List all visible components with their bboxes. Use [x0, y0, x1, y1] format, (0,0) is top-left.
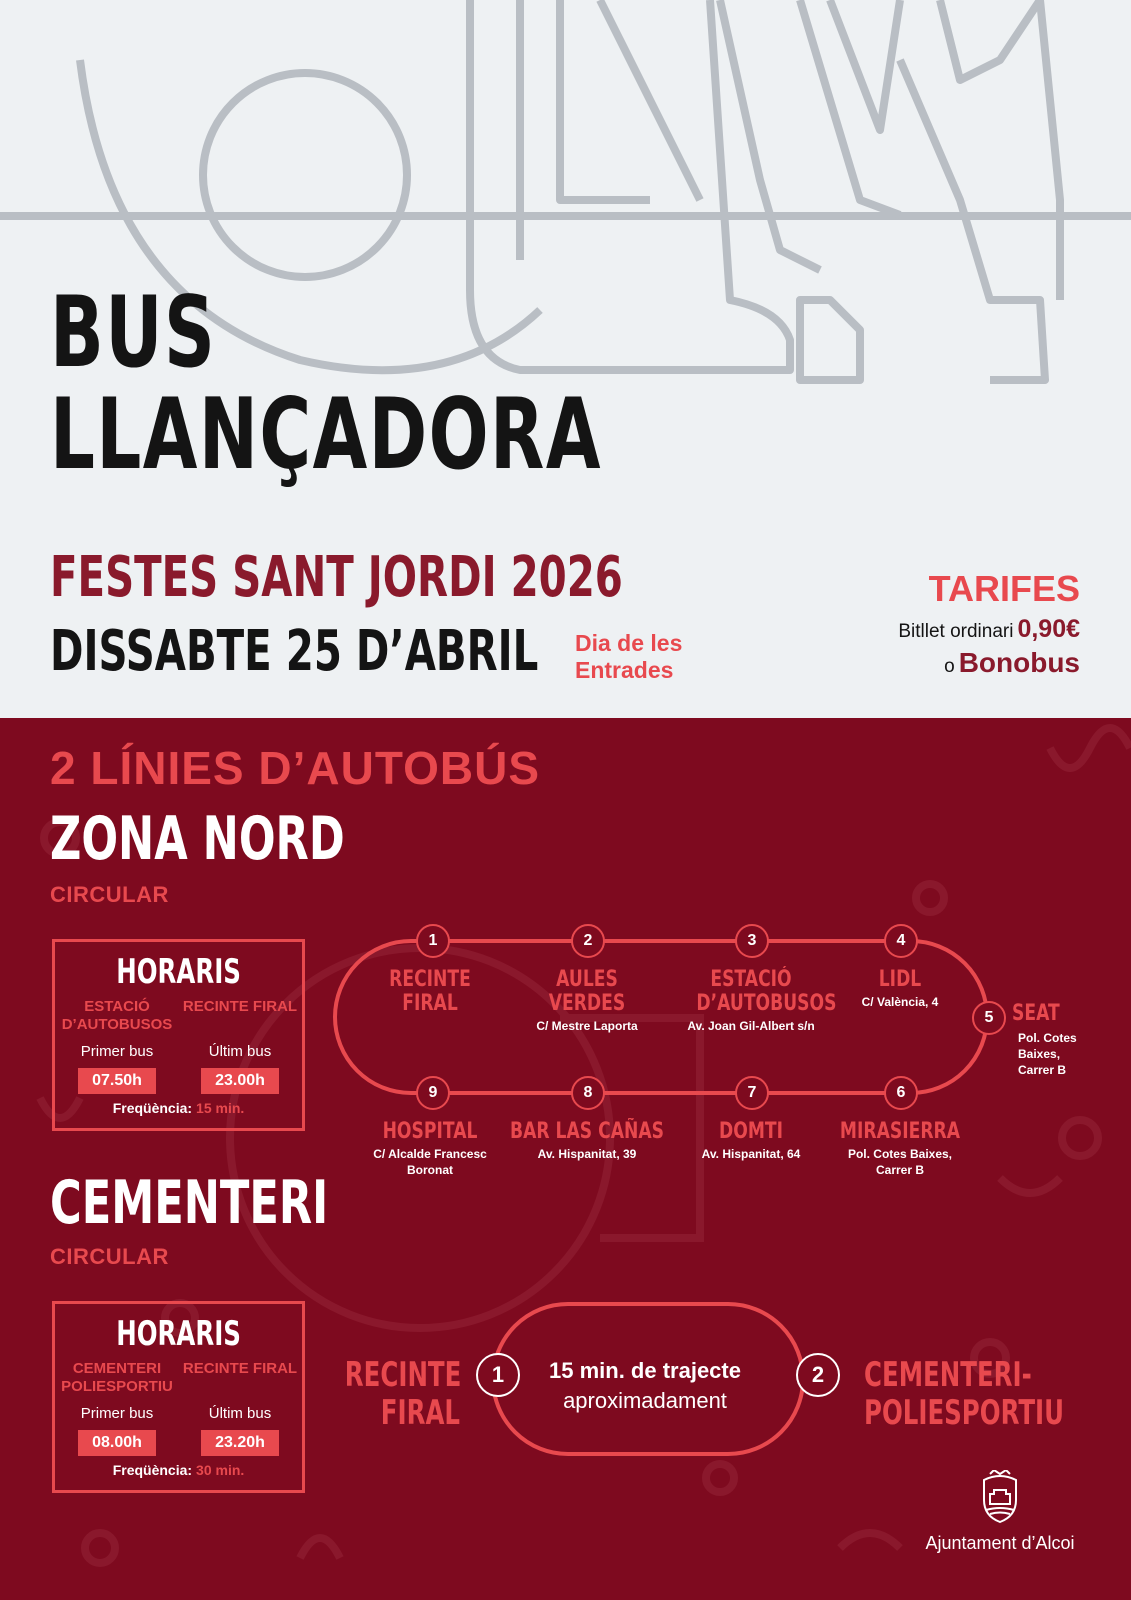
stop-address-2: C/ Mestre Laporta — [536, 1019, 638, 1033]
stop-number-2: 2 — [571, 924, 605, 958]
stop-address-4: C/ València, 4 — [861, 995, 939, 1009]
day-note — [575, 630, 725, 684]
stop-name-3: ESTACIÓ D’AUTOBUSOS — [696, 967, 837, 1016]
schedule-frequency: Freqüència: 15 min. — [112, 1100, 245, 1116]
stop-number-6: 6 — [884, 1076, 918, 1110]
day-note-line-1: Dia de les — [575, 630, 683, 656]
stop-name-6: MIRASIERRA — [839, 1119, 961, 1144]
stop-name-7: DOMTI — [718, 1119, 784, 1144]
city-council-logo — [925, 1470, 1075, 1554]
fare-ticket-label: Bitllet ordinari — [898, 621, 1014, 642]
schedule-first-time: 08.00h — [78, 1430, 156, 1456]
stop-name-1: RECINTE FIRAL — [389, 967, 471, 1016]
schedule-last-place: RECINTE FIRAL — [182, 1360, 298, 1377]
zona-nord-type: CIRCULAR — [50, 882, 169, 907]
stop-name-4: LIDL — [878, 967, 922, 992]
stop-number-7: 7 — [735, 1076, 769, 1110]
zona-nord-schedule — [52, 939, 305, 1131]
fare-ticket-price: 0,90€ — [1017, 615, 1080, 643]
schedule-first-label: Primer bus — [80, 1043, 154, 1060]
trip-approx: aproximadament — [563, 1388, 727, 1413]
schedule-first-place: CEMENTERI POLIESPORTIU — [61, 1360, 173, 1395]
schedule-first-label: Primer bus — [80, 1405, 154, 1422]
fares-block — [898, 568, 1080, 683]
cementeri-stop-2-name: CEMENTERI- POLIESPORTIU — [864, 1355, 1065, 1433]
schedule-first-column — [57, 1360, 177, 1456]
schedule-last-column — [180, 1360, 300, 1456]
event-date: DISSABTE 25 D’ABRIL — [50, 619, 539, 684]
stop-number-1: 1 — [416, 924, 450, 958]
stop-address-7: Av. Hispanitat, 64 — [701, 1147, 801, 1161]
stop-number-4: 4 — [884, 924, 918, 958]
coat-of-arms-icon — [978, 1470, 1022, 1524]
stop-number-5: 5 — [972, 1001, 1006, 1035]
trip-duration: 15 min. de trajecte — [549, 1358, 741, 1383]
schedule-title: HORARIS — [116, 952, 241, 992]
stop-address-8: Av. Hispanitat, 39 — [537, 1147, 637, 1161]
header-section — [0, 0, 1131, 718]
fares-title: TARIFES — [928, 568, 1080, 609]
schedule-first-column — [57, 998, 177, 1094]
cementeri-schedule — [52, 1301, 305, 1493]
stop-name-9: HOSPITAL — [382, 1119, 478, 1144]
cementeri-type: CIRCULAR — [50, 1244, 169, 1269]
title-line-1: BUS — [50, 276, 217, 390]
stop-number-3: 3 — [735, 924, 769, 958]
main-title — [50, 276, 816, 492]
cementeri-stop-1-name: RECINTE FIRAL — [344, 1355, 462, 1433]
schedule-first-place: ESTACIÓ D’AUTOBUSOS — [61, 998, 173, 1033]
stop-number-8: 8 — [571, 1076, 605, 1110]
festival-name: FESTES SANT JORDI 2026 — [50, 545, 623, 610]
schedule-last-label: Últim bus — [208, 1043, 272, 1060]
stop-address-3: Av. Joan Gil-Albert s/n — [687, 1019, 815, 1033]
stop-address-6: Pol. Cotes Baixes, Carrer B — [847, 1147, 953, 1177]
stop-name-8: BAR LAS CAÑAS — [510, 1119, 664, 1144]
schedule-last-time: 23.20h — [201, 1430, 279, 1456]
stop-address-9: C/ Alcalde Francesc Boronat — [373, 1147, 487, 1177]
stop-number-9: 9 — [416, 1076, 450, 1110]
schedule-last-place: RECINTE FIRAL — [182, 998, 298, 1015]
routes-section — [0, 718, 1131, 1600]
schedule-title: HORARIS — [116, 1314, 241, 1354]
schedule-first-time: 07.50h — [78, 1068, 156, 1094]
lines-title: 2 LÍNIES D’AUTOBÚS — [50, 742, 540, 794]
stop-address-5: Pol. Cotes Baixes, Carrer B — [1018, 1031, 1077, 1077]
cementeri-stop-number-1: 1 — [476, 1353, 520, 1397]
cementeri-title: CEMENTERI — [50, 1168, 329, 1238]
fare-bonobus-label: Bonobus — [958, 647, 1080, 678]
title-line-2: LLANÇADORA — [50, 378, 602, 492]
cementeri-stop-number-2: 2 — [796, 1353, 840, 1397]
schedule-last-label: Últim bus — [208, 1405, 272, 1422]
day-note-line-2: Entrades — [575, 657, 674, 683]
fare-bonobus — [898, 647, 1080, 683]
stop-name-2: AULES VERDES — [548, 967, 626, 1016]
stop-name-5: SEAT — [1012, 1001, 1060, 1026]
zona-nord-title: ZONA NORD — [50, 804, 345, 874]
fare-ticket — [898, 614, 1080, 647]
schedule-frequency: Freqüència: 30 min. — [112, 1462, 245, 1478]
schedule-last-time: 23.00h — [201, 1068, 279, 1094]
fare-or: o — [944, 656, 955, 677]
logo-text: Ajuntament d’Alcoi — [925, 1533, 1075, 1553]
schedule-last-column — [180, 998, 300, 1094]
